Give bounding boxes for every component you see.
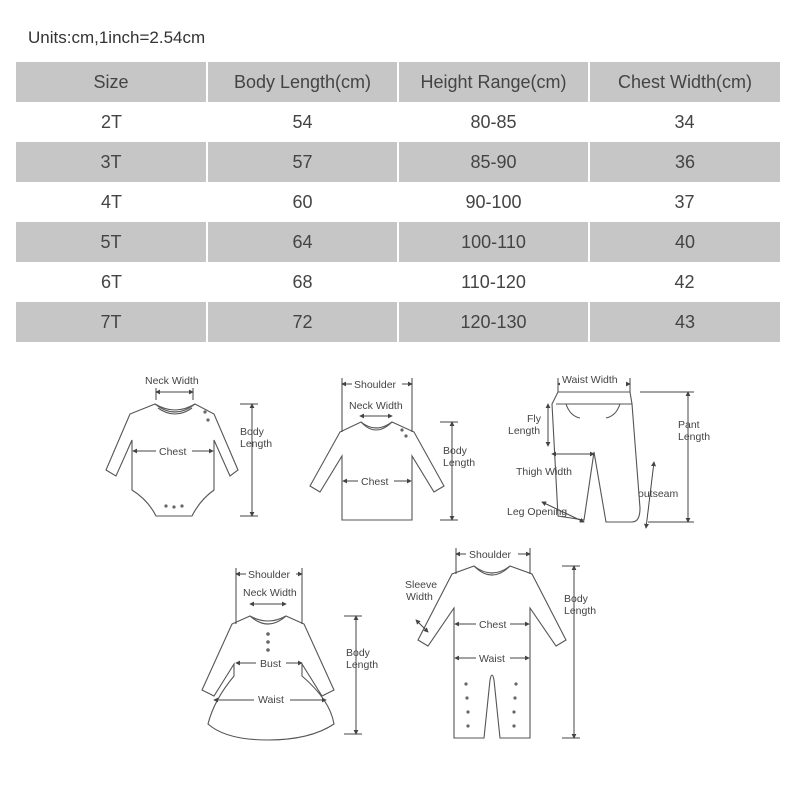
romper-width-label: Width: [406, 591, 433, 603]
bodysuit-chest-label: Chest: [159, 446, 187, 458]
pants-leg-opening-label: Leg Opening: [507, 506, 568, 518]
cell-chest-width: 40: [589, 222, 780, 262]
pants-thigh-label: Thigh Width: [516, 466, 573, 478]
cell-chest-width: 37: [589, 182, 780, 222]
bodysuit-length-label: Length: [240, 438, 273, 450]
dress-body-label: Body: [346, 647, 370, 659]
dress-diagram: [202, 567, 378, 740]
romper-waist-label: Waist: [479, 653, 505, 665]
cell-height-range: 80-85: [398, 102, 589, 142]
dress-neck-label: Neck Width: [243, 587, 297, 599]
bodysuit-body-label: Body: [240, 426, 264, 438]
shirt-neck-label: Neck Width: [349, 400, 403, 412]
cell-height-range: 110-120: [398, 262, 589, 302]
header-size: Size: [16, 62, 207, 102]
cell-chest-width: 34: [589, 102, 780, 142]
pants-waist-label: Waist Width: [562, 374, 618, 386]
header-height-range: Height Range(cm): [398, 62, 589, 102]
cell-chest-width: 42: [589, 262, 780, 302]
cell-height-range: 85-90: [398, 142, 589, 182]
pants-pant-length-label: Length: [678, 431, 711, 443]
pants-pant-label: Pant: [678, 419, 700, 431]
header-chest-width: Chest Width(cm): [589, 62, 780, 102]
shirt-diagram: [310, 377, 475, 520]
dress-shoulder-label: Shoulder: [248, 569, 291, 581]
cell-size: 4T: [16, 182, 207, 222]
cell-body-length: 64: [207, 222, 398, 262]
romper-shoulder-label: Shoulder: [469, 549, 512, 561]
cell-height-range: 100-110: [398, 222, 589, 262]
cell-body-length: 68: [207, 262, 398, 302]
cell-body-length: 57: [207, 142, 398, 182]
shirt-chest-label: Chest: [361, 476, 389, 488]
romper-length-label: Length: [564, 605, 597, 617]
romper-chest-label: Chest: [479, 619, 507, 631]
pants-diagram: [507, 373, 710, 528]
romper-sleeve-label: Sleeve: [405, 579, 438, 591]
pants-fly-length-label: Length: [508, 425, 541, 437]
pants-fly-label: Fly: [527, 413, 541, 425]
dress-length-label: Length: [346, 659, 379, 671]
shirt-body-label: Body: [443, 445, 467, 457]
bodysuit-diagram: [106, 375, 272, 516]
dress-waist-label: Waist: [258, 694, 284, 706]
cell-size: 3T: [16, 142, 207, 182]
cell-body-length: 60: [207, 182, 398, 222]
dress-bust-label: Bust: [260, 658, 282, 670]
pants-outseam-label: outseam: [638, 488, 679, 500]
romper-body-label: Body: [564, 593, 588, 605]
cell-height-range: 90-100: [398, 182, 589, 222]
shirt-shoulder-label: Shoulder: [354, 379, 397, 391]
cell-height-range: 120-130: [398, 302, 589, 342]
bodysuit-neck-label: Neck Width: [145, 375, 199, 387]
cell-size: 2T: [16, 102, 207, 142]
cell-body-length: 72: [207, 302, 398, 342]
cell-size: 6T: [16, 262, 207, 302]
romper-diagram: [405, 547, 596, 738]
cell-size: 5T: [16, 222, 207, 262]
cell-chest-width: 43: [589, 302, 780, 342]
shirt-length-label: Length: [443, 457, 476, 469]
units-note: Units:cm,1inch=2.54cm: [28, 28, 206, 47]
cell-body-length: 54: [207, 102, 398, 142]
cell-chest-width: 36: [589, 142, 780, 182]
header-body-length: Body Length(cm): [207, 62, 398, 102]
cell-size: 7T: [16, 302, 207, 342]
